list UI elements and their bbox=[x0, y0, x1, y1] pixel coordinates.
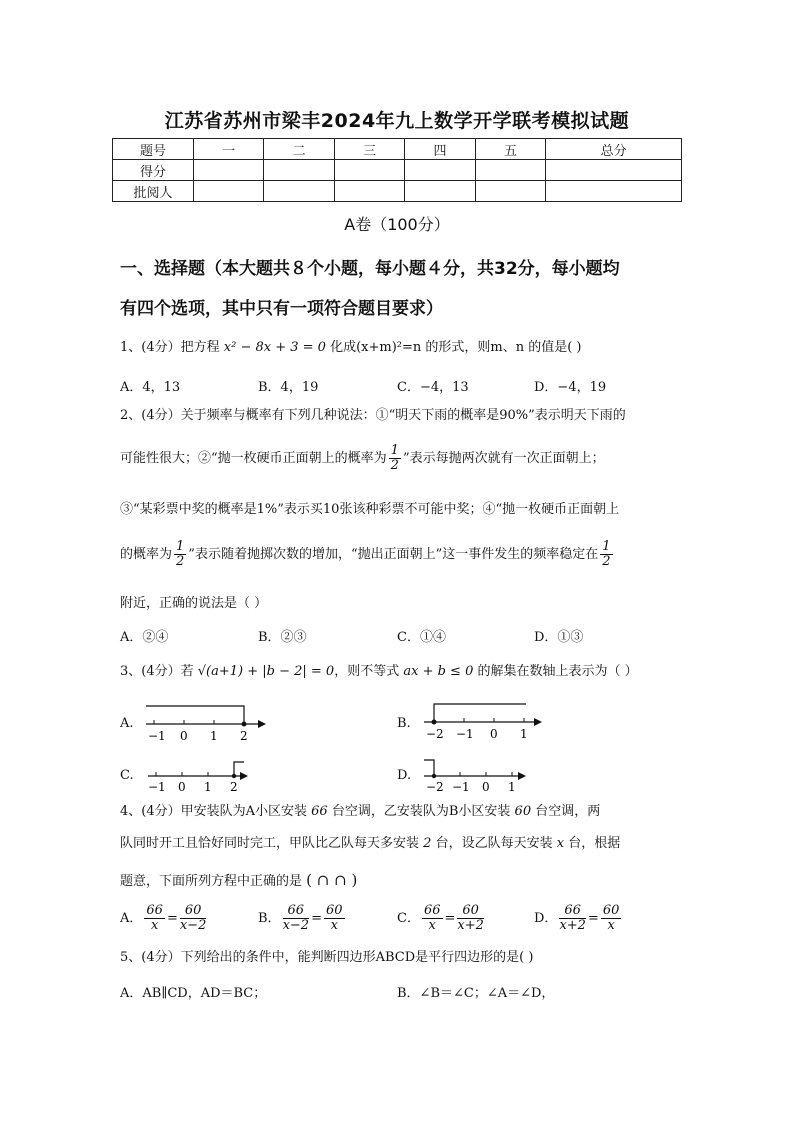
frac-den: x−2 bbox=[282, 918, 310, 933]
fraction bbox=[180, 904, 207, 933]
number-line-c bbox=[144, 758, 254, 794]
question-2-line4 bbox=[120, 540, 680, 569]
tick-label: 0 bbox=[482, 780, 490, 794]
table-cell[interactable] bbox=[264, 181, 334, 202]
option-b[interactable]: B. bbox=[397, 716, 411, 731]
table-cell: 得分 bbox=[113, 160, 194, 181]
score-table-header bbox=[113, 139, 682, 160]
tick-label: 0 bbox=[180, 729, 188, 743]
table-row bbox=[113, 181, 682, 202]
table-cell: 一 bbox=[194, 139, 264, 160]
question-text: 台，设乙队每天安装 bbox=[435, 836, 553, 851]
equation: ax + b ≤ 0 bbox=[403, 664, 474, 679]
table-cell[interactable] bbox=[405, 181, 475, 202]
number-line-a bbox=[140, 700, 270, 744]
question-4-line3 bbox=[120, 870, 680, 892]
number-line-d bbox=[420, 756, 530, 794]
question-text: 队同时开工且恰好同时完工，甲队比乙队每天多安装 bbox=[120, 836, 420, 851]
option-a[interactable]: A．②④ bbox=[120, 630, 169, 645]
tick-label: 1 bbox=[210, 729, 218, 743]
answer-paren: ( ∩ ∩ ) bbox=[306, 871, 358, 889]
tick-label: 0 bbox=[490, 727, 498, 741]
variable: x bbox=[556, 836, 565, 851]
fraction bbox=[600, 540, 612, 569]
table-cell[interactable] bbox=[475, 160, 545, 181]
frac-num: 66 bbox=[423, 903, 441, 918]
frac-num: 60 bbox=[180, 904, 207, 919]
question-1-stem bbox=[120, 338, 680, 358]
option-a[interactable]: A. bbox=[120, 716, 134, 731]
frac-num: 66 bbox=[559, 904, 586, 919]
tick-label: 1 bbox=[520, 727, 528, 741]
option-b[interactable]: B． $\frac{66}{x-2}$ = $\frac{60}{x}$ bbox=[258, 903, 343, 933]
frac-num: 1 bbox=[602, 539, 611, 554]
option-b[interactable]: B．②③ bbox=[258, 630, 307, 645]
option-c[interactable]: C． $\frac{66}{x}$ = $\frac{60}{x+2}$ bbox=[397, 903, 484, 933]
question-5-stem: 5、(4分）下列给出的条件中，能判断四边形ABCD是平行四边形的是( ) bbox=[120, 950, 534, 965]
option-label: A． bbox=[120, 911, 143, 926]
question-4-line2 bbox=[120, 834, 680, 854]
score-table bbox=[112, 138, 682, 202]
question-text: ”表示随着抛掷次数的增加，“抛出正面朝上”这一事件发生的频率稳定在 bbox=[188, 547, 599, 562]
tick-label: −1 bbox=[148, 729, 166, 743]
option-c[interactable]: C．−4，13 bbox=[397, 380, 469, 395]
table-cell[interactable] bbox=[334, 160, 404, 181]
table-cell: 二 bbox=[264, 139, 334, 160]
frac-num: 1 bbox=[176, 539, 185, 554]
question-text: ，则不等式 bbox=[334, 664, 400, 679]
table-cell[interactable] bbox=[194, 160, 264, 181]
question-text: 台空调，乙安装队为B小区安装 bbox=[331, 804, 511, 819]
section-heading-line2: 有四个选项，其中只有一项符合题目要求） bbox=[120, 299, 443, 319]
table-cell: 四 bbox=[405, 139, 475, 160]
frac-den: x+2 bbox=[457, 918, 484, 933]
option-c[interactable]: C. bbox=[120, 768, 134, 783]
fraction bbox=[601, 904, 622, 933]
tick-label: −1 bbox=[452, 780, 470, 794]
tick-label: 0 bbox=[178, 780, 186, 794]
question-text: 题意，下面所列方程中正确的是 bbox=[120, 874, 303, 889]
table-cell[interactable] bbox=[475, 181, 545, 202]
frac-num: 66 bbox=[283, 904, 310, 919]
fraction bbox=[457, 904, 484, 933]
question-2-line5: 附近，正确的说法是（ ） bbox=[120, 596, 268, 611]
question-3-stem bbox=[120, 662, 680, 682]
table-cell[interactable] bbox=[264, 160, 334, 181]
table-cell: 总分 bbox=[546, 139, 682, 160]
table-cell: 批阅人 bbox=[113, 181, 194, 202]
tick-label: −2 bbox=[426, 727, 444, 741]
option-b[interactable]: B．∠B＝∠C；∠A＝∠D， bbox=[397, 986, 555, 1001]
question-2-line1: 2、(4分）关于频率与概率有下列几种说法：①“明天下雨的概率是90%”表示明天下雨的 bbox=[120, 408, 626, 423]
question-text: 的概率为 bbox=[120, 547, 173, 562]
section-heading-line1: 一、选择题（本大题共８个小题，每小题４分，共32分，每小题均 bbox=[120, 259, 620, 279]
option-a[interactable]: A． $\frac{66}{x}$ = $\frac{60}{x-2}$ bbox=[120, 903, 207, 933]
tick-label: −2 bbox=[426, 780, 444, 794]
question-text: 3、(4分）若 bbox=[120, 664, 194, 679]
fraction bbox=[283, 904, 310, 933]
volume-heading: A卷（100分） bbox=[344, 215, 450, 234]
frac-den: x bbox=[330, 918, 338, 933]
frac-den: x+2 bbox=[559, 918, 586, 933]
question-text: 1、(4分）把方程 bbox=[120, 340, 220, 355]
frac-den: x bbox=[607, 918, 615, 933]
option-d[interactable]: D． $\frac{66}{x+2}$ = $\frac{60}{x}$ bbox=[534, 903, 620, 933]
page-title: 江苏省苏州市梁丰2024年九上数学开学联考模拟试题 bbox=[164, 110, 630, 132]
option-d[interactable]: D．−4，19 bbox=[534, 380, 607, 395]
tick-label: 1 bbox=[204, 780, 212, 794]
frac-num: 60 bbox=[457, 904, 484, 919]
table-cell: 三 bbox=[334, 139, 404, 160]
option-d[interactable]: D. bbox=[397, 768, 412, 783]
frac-num: 66 bbox=[146, 903, 163, 918]
option-b[interactable]: B．4，19 bbox=[258, 380, 319, 395]
question-4-line1 bbox=[120, 802, 680, 822]
number-line-b bbox=[420, 698, 550, 742]
equation: x² − 8x + 3 = 0 bbox=[223, 340, 326, 355]
frac-num: 60 bbox=[602, 903, 620, 918]
tick-label: 2 bbox=[240, 729, 248, 743]
question-text: 可能性很大；②“抛一枚硬币正面朝上的概率为 bbox=[120, 451, 387, 466]
table-cell: 五 bbox=[475, 139, 545, 160]
option-d[interactable]: D．①③ bbox=[534, 630, 584, 645]
question-text: 台空调，两 bbox=[535, 804, 601, 819]
tick-label: 2 bbox=[230, 780, 238, 794]
table-cell[interactable] bbox=[546, 160, 682, 181]
option-a[interactable]: A．AB∥CD，AD＝BC； bbox=[120, 986, 267, 1001]
fraction bbox=[559, 904, 586, 933]
option-label: B． bbox=[258, 911, 281, 926]
frac-den: x bbox=[428, 918, 436, 933]
question-2-line2 bbox=[120, 444, 680, 473]
question-text: 化成(x+m)²=n 的形式，则m、n 的值是( ) bbox=[330, 340, 582, 355]
table-cell[interactable] bbox=[546, 181, 682, 202]
frac-den: x bbox=[150, 918, 159, 933]
fraction bbox=[174, 540, 186, 569]
fraction bbox=[422, 904, 443, 933]
fraction bbox=[144, 904, 165, 933]
question-text: ”表示每抛两次就有一次正面朝上； bbox=[402, 451, 605, 466]
question-text: 4、(4分）甲安装队为A小区安装 bbox=[120, 804, 308, 819]
fraction bbox=[324, 904, 345, 933]
tick-label: −1 bbox=[148, 780, 166, 794]
frac-num: 60 bbox=[325, 903, 343, 918]
frac-num: 1 bbox=[390, 443, 399, 458]
equation: √(a+1) + |b − 2| = 0 bbox=[197, 664, 335, 679]
table-cell: 题号 bbox=[113, 139, 194, 160]
frac-den: x−2 bbox=[179, 918, 207, 933]
question-text: 台，根据 bbox=[568, 836, 621, 851]
question-text: 的解集在数轴上表示为（ ） bbox=[477, 664, 638, 679]
table-cell[interactable] bbox=[194, 181, 264, 202]
tick-label: 1 bbox=[508, 780, 516, 794]
table-row bbox=[113, 160, 682, 181]
number: 66 bbox=[311, 804, 328, 819]
number: 2 bbox=[423, 836, 432, 851]
option-c[interactable]: C．①④ bbox=[397, 630, 446, 645]
option-a[interactable]: A．4，13 bbox=[120, 380, 181, 395]
question-2-line3: ③“某彩票中奖的概率是1%”表示买10张该种彩票不可能中奖；④“抛一枚硬币正面朝上 bbox=[120, 502, 620, 517]
table-cell[interactable] bbox=[334, 181, 404, 202]
frac-den: 2 bbox=[390, 458, 399, 473]
fraction bbox=[389, 444, 401, 473]
tick-label: −1 bbox=[456, 727, 474, 741]
table-cell[interactable] bbox=[405, 160, 475, 181]
number: 60 bbox=[514, 804, 532, 819]
frac-den: 2 bbox=[602, 554, 611, 569]
option-label: D． bbox=[534, 911, 558, 926]
option-label: C． bbox=[397, 911, 420, 926]
frac-den: 2 bbox=[176, 554, 185, 569]
